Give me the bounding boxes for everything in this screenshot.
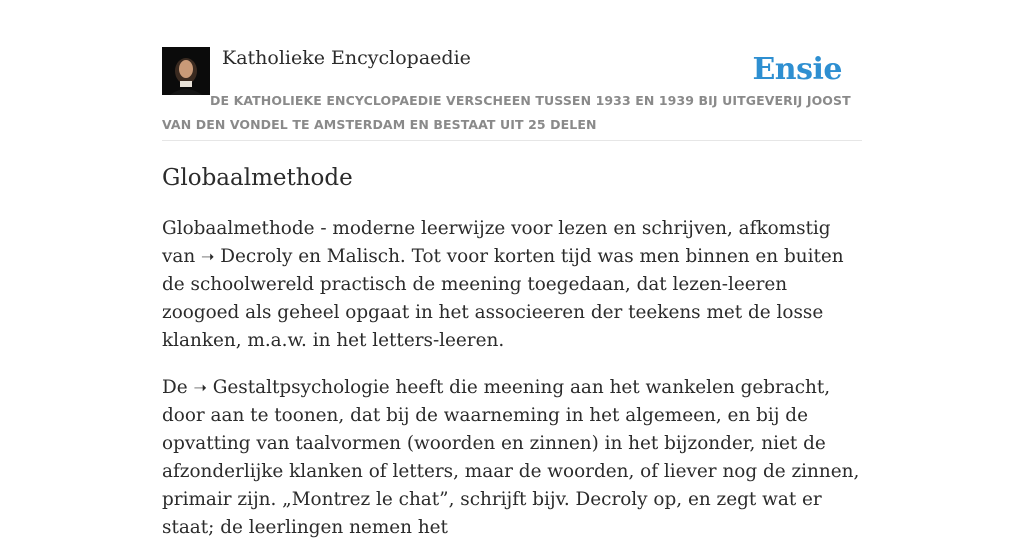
article-paragraph (162, 374, 862, 542)
brand-logo-link[interactable]: Ensie (752, 52, 842, 87)
article-paragraph (162, 215, 862, 355)
source-header (162, 44, 862, 141)
cross-reference-arrow-icon[interactable]: ➝ (193, 378, 207, 397)
cross-reference-arrow-icon[interactable]: ➝ (201, 247, 215, 266)
source-description: DE KATHOLIEKE ENCYCLOPAEDIE VERSCHEEN TUSSEN 1933 EN 1939 BIJ UITGEVERIJ JOOST VAN DEN VONDEL TE AMSTERDAM EN BESTAAT UIT 25 DELEN (162, 93, 851, 132)
paragraph-text: Decroly en Malisch. Tot voor korten tijd was men binnen en buiten de schoolwereld practisch de meening toegedaan, dat lezen-leeren zoogoed als geheel opgaat in het associeeren der teekens met de losse klanken, m.a.w. in het letters-leeren. (162, 246, 844, 351)
source-name[interactable]: Katholieke Encyclopaedie (222, 47, 471, 69)
paragraph-text: Globaalmethode - moderne leerwijze voor lezen en schrijven, afkomstig van (162, 218, 831, 267)
paragraph-text: Gestaltpsychologie heeft die meening aan het wankelen gebracht, door aan te toonen, dat bij de waarneming in het algemeen, en bij de opvatting van taalvormen (woorden en zinnen) in het bijzonder, niet de afzonderlijke klanken of letters, maar de woorden, of liever nog de zinnen, primair zijn. „Montrez le chat”, schrijft bijv. Decroly op, en zegt wat er staat; de leerlingen nemen het (162, 377, 860, 538)
portrait-avatar[interactable] (162, 47, 210, 95)
article (162, 160, 862, 542)
article-title: Globaalmethode (162, 165, 353, 191)
paragraph-text: De (162, 377, 194, 398)
portrait-icon (162, 47, 210, 95)
